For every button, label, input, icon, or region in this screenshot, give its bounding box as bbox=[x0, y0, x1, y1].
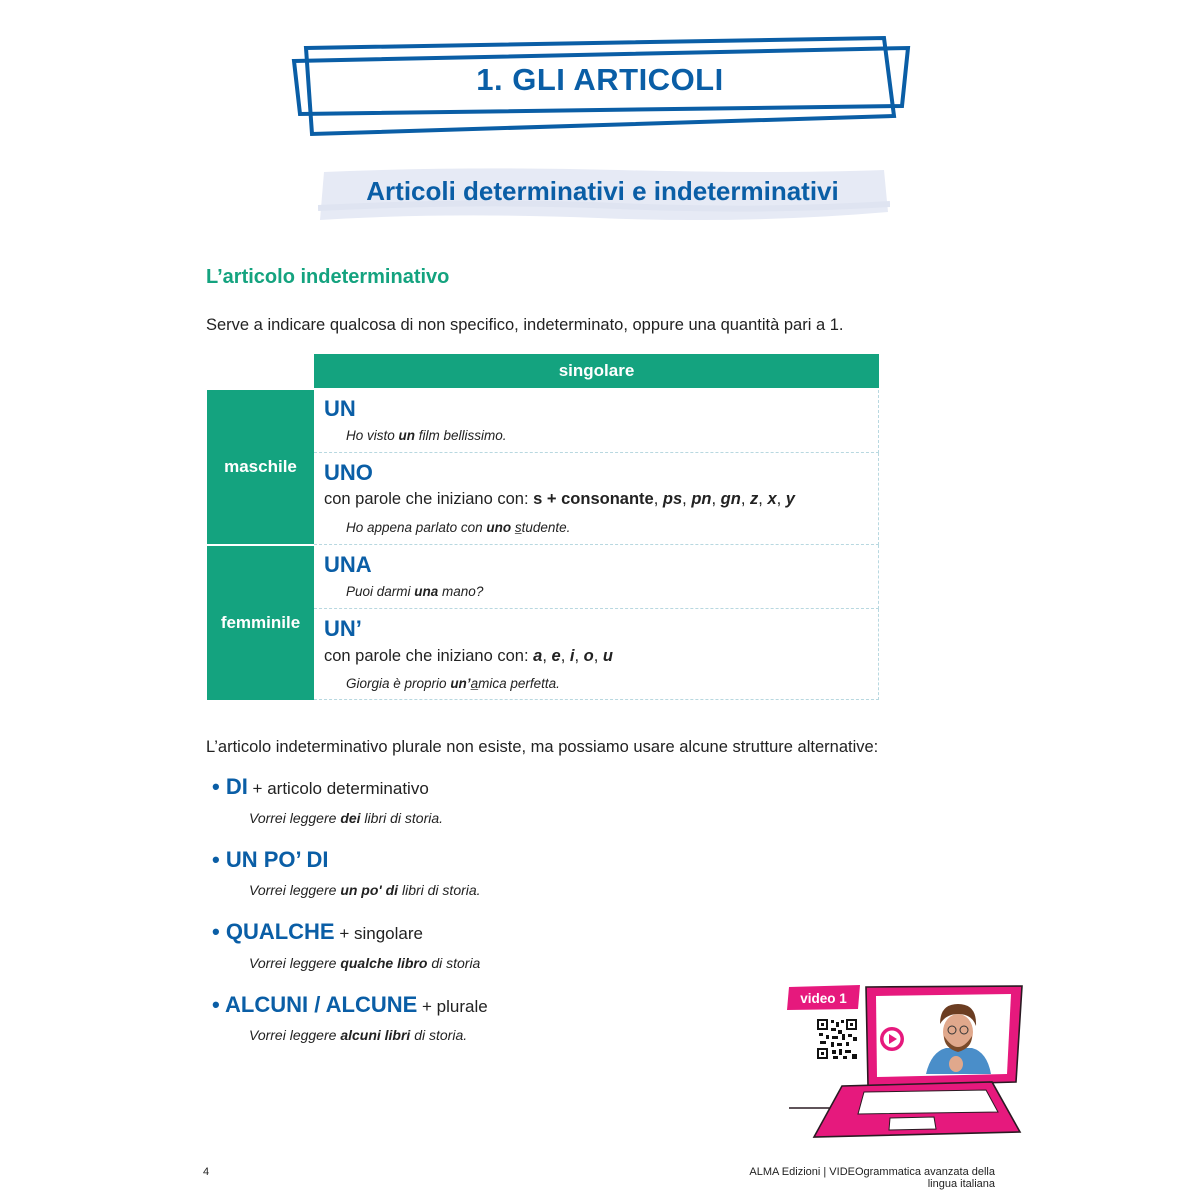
plural-intro-paragraph: L’articolo indeterminativo plurale non esiste, ma possiamo usare alcune strutture alternative: bbox=[206, 738, 879, 756]
example-di: Vorrei leggere dei libri di storia. bbox=[249, 810, 444, 826]
table-row-un bbox=[314, 390, 879, 453]
bullet-di: • DI + articolo determinativo bbox=[212, 774, 429, 799]
table-row-una bbox=[314, 545, 879, 609]
rule-uno: con parole che iniziano con: s + consonante, ps, pn, gn, z, x, y bbox=[324, 490, 795, 508]
article-una: UNA bbox=[324, 552, 372, 577]
bullet-un-po-di: • UN PO’ DI bbox=[212, 847, 329, 872]
article-un-apostrophe: UN’ bbox=[324, 616, 362, 641]
section-heading: L’articolo indeterminativo bbox=[206, 266, 450, 288]
example-un-apostrophe: Giorgia è proprio un’amica perfetta. bbox=[346, 676, 560, 691]
page-number: 4 bbox=[203, 1166, 210, 1178]
example-un-po-di: Vorrei leggere un po' di libri di storia. bbox=[249, 882, 481, 898]
example-alcuni-alcune: Vorrei leggere alcuni libri di storia. bbox=[249, 1027, 468, 1043]
article-un: UN bbox=[324, 396, 356, 421]
example-uno: Ho appena parlato con uno studente. bbox=[346, 520, 571, 535]
qr-code-icon[interactable] bbox=[816, 1018, 858, 1060]
table-row-un-apostrophe bbox=[314, 609, 879, 700]
section-title: Articoli determinativi e indeterminativi bbox=[366, 176, 839, 206]
video-label: video 1 bbox=[800, 990, 847, 1006]
page-title: 1. GLI ARTICOLI bbox=[476, 62, 724, 97]
laptop-keyboard bbox=[858, 1090, 998, 1114]
gender-label-masculine: maschile bbox=[207, 390, 314, 544]
example-una: Puoi darmi una mano? bbox=[346, 584, 484, 599]
laptop-trackpad bbox=[889, 1117, 936, 1130]
footer-credit: ALMA Edizioni | VIDEOgrammatica avanzata della lingua italiana bbox=[749, 1166, 995, 1190]
table-header-singolare: singolare bbox=[314, 354, 879, 388]
example-qualche: Vorrei leggere qualche libro di storia bbox=[249, 955, 481, 971]
table-row-uno bbox=[314, 453, 879, 545]
rule-un-apostrophe: con parole che iniziano con: a, e, i, o, u bbox=[324, 647, 613, 665]
bullet-qualche: • QUALCHE + singolare bbox=[212, 919, 423, 944]
bullet-alcuni-alcune: • ALCUNI / ALCUNE + plurale bbox=[212, 992, 488, 1017]
play-icon[interactable] bbox=[880, 1027, 904, 1051]
article-uno: UNO bbox=[324, 460, 373, 485]
gender-label-feminine: femminile bbox=[207, 546, 314, 700]
intro-paragraph: Serve a indicare qualcosa di non specifico, indeterminato, oppure una quantità pari a 1. bbox=[206, 316, 844, 334]
example-un: Ho visto un film bellissimo. bbox=[346, 428, 507, 443]
gender-divider bbox=[207, 544, 314, 546]
